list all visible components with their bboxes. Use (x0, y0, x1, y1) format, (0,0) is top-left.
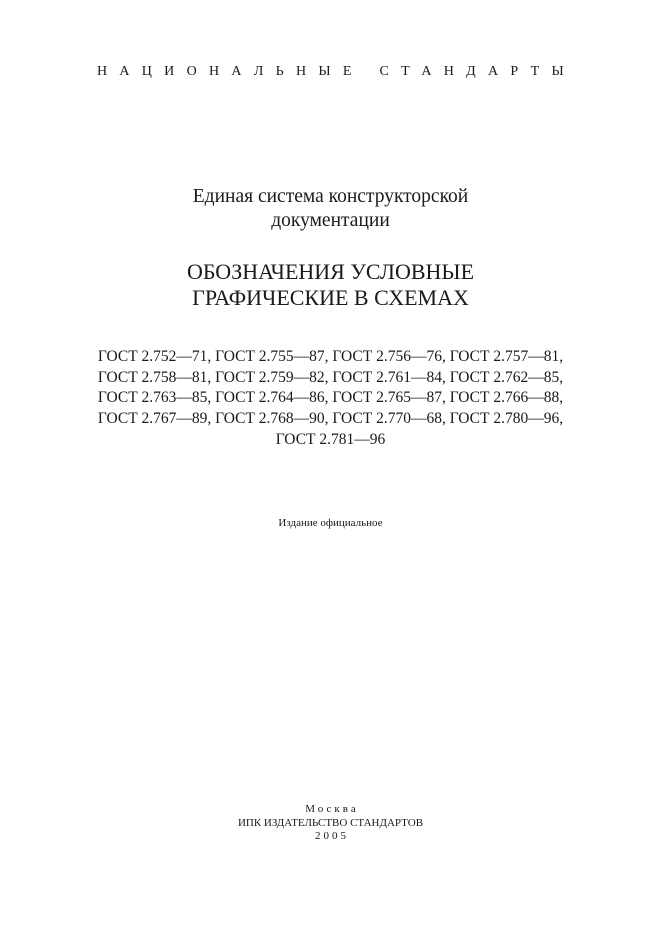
standards-list (0, 347, 661, 451)
standards-line: ГОСТ 2.763—85, ГОСТ 2.764—86, ГОСТ 2.765—87, ГОСТ 2.766—88, (97, 389, 564, 407)
imprint-year: 2005 (315, 830, 349, 842)
imprint-publisher: ИПК ИЗДАТЕЛЬСТВО СТАНДАРТОВ (237, 816, 424, 829)
system-name-line: Единая система конструкторской (192, 186, 469, 207)
standards-line: ГОСТ 2.767—89, ГОСТ 2.768—90, ГОСТ 2.770—68, ГОСТ 2.780—96, (97, 410, 564, 428)
system-name-line: документации (271, 210, 390, 231)
standards-line: ГОСТ 2.758—81, ГОСТ 2.759—82, ГОСТ 2.761—84, ГОСТ 2.762—85, (97, 368, 564, 386)
title-line: ОБОЗНАЧЕНИЯ УСЛОВНЫЕ (186, 259, 475, 284)
imprint-city: Москва (305, 803, 359, 815)
title-line: ГРАФИЧЕСКИЕ В СХЕМАХ (192, 285, 469, 310)
edition-note: Издание официальное (278, 517, 383, 529)
imprint (0, 803, 661, 844)
document-title (0, 259, 661, 311)
series-heading: НАЦИОНАЛЬНЫЕ СТАНДАРТЫ (96, 64, 577, 79)
standards-line: ГОСТ 2.781—96 (275, 430, 386, 448)
standards-line: ГОСТ 2.752—71, ГОСТ 2.755—87, ГОСТ 2.756—76, ГОСТ 2.757—81, (97, 348, 564, 365)
system-name (0, 185, 661, 233)
